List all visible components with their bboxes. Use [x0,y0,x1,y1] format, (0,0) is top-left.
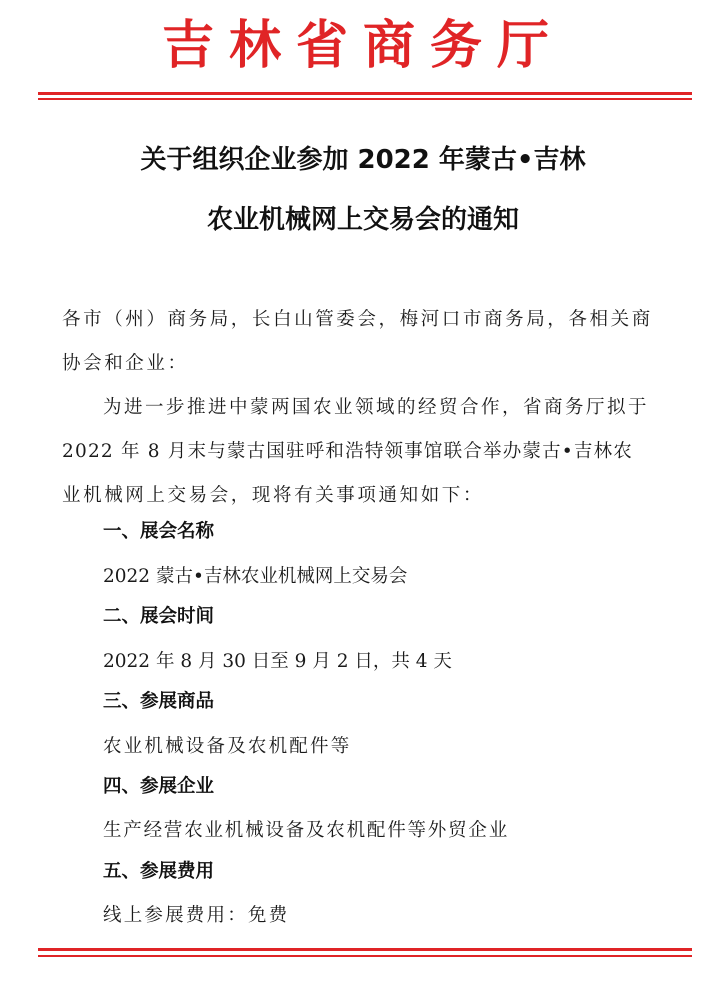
section-content: 2022 蒙古•吉林农业机械网上交易会 [103,566,408,587]
header-red-rule-thin [38,98,692,100]
section-heading: 三、参展商品 [103,691,215,712]
section-heading: 二、展会时间 [103,606,215,627]
section-content: 生产经营农业机械设备及农机配件等外贸企业 [103,820,510,841]
section-content: 线上参展费用：免费 [103,905,290,926]
document-title-line-1: 关于组织企业参加 2022 年蒙古•吉林 [140,145,586,175]
header-red-rule [38,92,692,95]
addressee-line-1: 各市（州）商务局，长白山管委会，梅河口市商务局，各相关商 [62,309,653,330]
section-heading: 一、展会名称 [103,521,215,542]
organization-header: 吉林省商务厅 [161,15,564,76]
section-content: 2022 年 8 月 30 日至 9 月 2 日，共 4 天 [103,651,452,672]
section-heading: 五、参展费用 [103,861,215,882]
intro-line-1: 为进一步推进中蒙两国农业领域的经贸合作，省商务厅拟于 [103,397,650,418]
section-content: 农业机械设备及农机配件等 [103,736,352,757]
document-title-line-2: 农业机械网上交易会的通知 [206,205,519,235]
intro-line-2: 2022 年 8 月末与蒙古国驻呼和浩特领事馆联合举办蒙古•吉林农 [62,441,634,462]
section-heading: 四、参展企业 [103,776,215,797]
footer-red-rule-thin [38,955,692,957]
intro-line-3: 业机械网上交易会，现将有关事项通知如下： [62,485,485,506]
footer-red-rule [38,948,692,951]
addressee-line-2: 协会和企业： [62,353,189,374]
